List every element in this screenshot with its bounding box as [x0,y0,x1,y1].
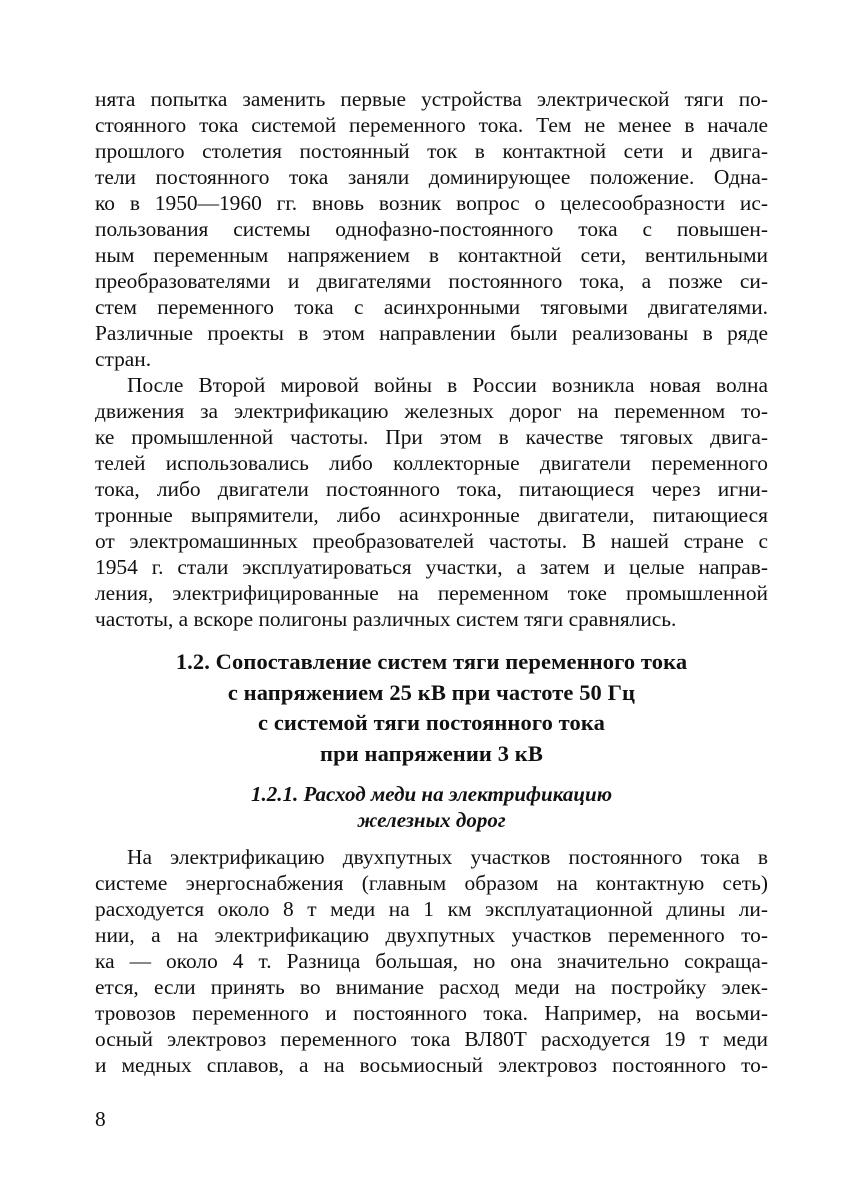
text-line: от электромашинных преобразователей частоты. В нашей стране с [95,529,768,553]
text-line: ка — около 4 т. Разница большая, но она значительно сокраща- [95,949,768,973]
text-line: системе энергоснабжения (главным образом на контактную сеть) [95,871,768,895]
text-line: ется, если принять во внимание расход меди на постройку элек- [95,975,768,999]
text-line: тока, либо двигатели постоянного тока, питающиеся через игни- [95,477,768,501]
page-number: 8 [95,1107,106,1131]
text-line: преобразователями и двигателями постоянного тока, а позже си- [95,269,768,293]
text-line: нии, а на электрификацию двухпутных участков переменного то- [95,923,768,947]
text-line: ко в 1950—1960 гг. вновь возник вопрос о целесообразности ис- [95,191,768,215]
text-line: телей использовались либо коллекторные двигатели переменного [95,451,768,475]
heading-line: 1.2. Сопоставление систем тяги переменного тока [175,649,688,674]
paragraph-2 [95,372,768,632]
subheading-line: железных дорог [357,808,506,832]
text-line: тровозов переменного и постоянного тока. Например, на восьми- [95,1001,768,1025]
text-line: ления, электрифицированные на переменном токе промышленной [95,581,768,605]
text-line: движения за электрификацию железных дорог на переменном то- [95,399,768,423]
heading-line: при напряжении 3 кВ [320,740,543,766]
text-line: На электрификацию двухпутных участков постоянного тока в [127,845,768,869]
page-body [95,86,768,1078]
text-line: стем переменного тока с асинхронными тяговыми двигателями. [95,295,768,319]
text-line: частоты, а вскоре полигоны различных систем тяги сравнялись. [95,607,677,631]
text-line: нята попытка заменить первые устройства электрической тяги по- [95,87,768,111]
text-line: стоянного тока системой переменного тока. Тем не менее в начале [95,113,768,137]
text-line: тели постоянного тока заняли доминирующее положение. Одна- [95,165,768,189]
text-line: прошлого столетия постоянный ток в контактной сети и двига- [95,139,768,163]
text-line: После Второй мировой войны в России возникла новая волна [127,373,768,397]
text-line: ным переменным напряжением в контактной сети, вентильными [95,243,768,267]
heading-line: с напряжением 25 кВ при частоте 50 Гц [227,679,636,705]
text-line: Различные проекты в этом направлении были реализованы в ряде [95,321,768,345]
text-line: стран. [95,347,152,371]
section-heading [95,647,768,769]
text-line: пользования системы однофазно-постоянного тока с повышен- [95,217,768,241]
text-line: осный электровоз переменного тока ВЛ80Т расходуется 19 т меди [95,1027,768,1051]
subheading-line: 1.2.1. Расход меди на электрификацию [250,782,613,806]
heading-line: с системой тяги постоянного тока [258,710,605,735]
text-line: расходуется около 8 т меди на 1 км эксплуатационной длины ли- [95,897,768,921]
text-line: и медных сплавов, а на восьмиосный электровоз постоянного то- [95,1053,768,1077]
text-line: 1954 г. стали эксплуатироваться участки, а затем и целые направ- [95,555,768,579]
subsection-heading [95,781,768,833]
text-line: тронные выпрямители, либо асинхронные двигатели, питающиеся [95,503,768,527]
paragraph-3 [95,844,768,1078]
text-line: ке промышленной частоты. При этом в качестве тяговых двига- [95,425,768,449]
paragraph-1 [95,86,768,372]
